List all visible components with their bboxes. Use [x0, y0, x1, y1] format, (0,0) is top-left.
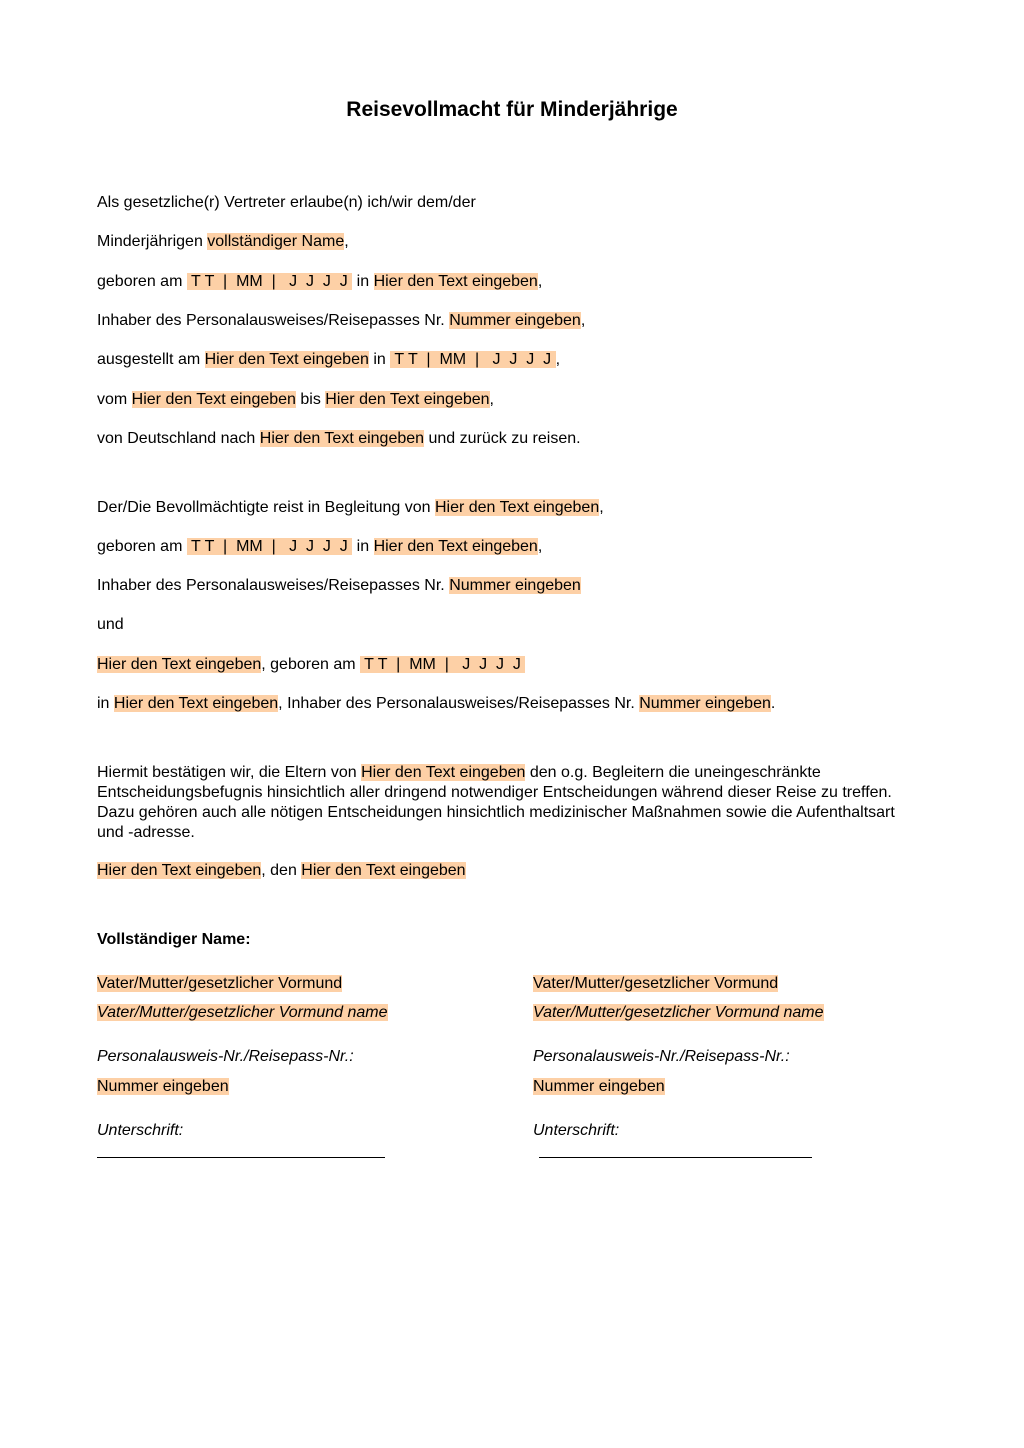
period-line: [97, 390, 494, 410]
label-text: Der/Die Bevollmächtigte reist in Begleitung von: [97, 499, 435, 516]
document-title: Reisevollmacht für Minderjährige: [346, 98, 678, 121]
label-text: Minderjährigen: [97, 233, 208, 250]
date-field[interactable]: Hier den Text eingeben: [301, 862, 466, 879]
label-text: geboren am: [97, 538, 187, 555]
right-signature-line[interactable]: [539, 1157, 812, 1158]
label-text: , Inhaber des Personalausweises/Reisepasses Nr.: [278, 695, 640, 712]
place-date-line: [97, 861, 466, 881]
label-text: Inhaber des Personalausweises/Reisepasses Nr.: [97, 312, 450, 329]
right-id-line: [533, 1077, 665, 1097]
companion-passport-number-field[interactable]: Nummer eingeben: [449, 577, 581, 594]
punct: ,: [537, 273, 543, 290]
right-role-name-field[interactable]: Vater/Mutter/gesetzlicher Vormund name: [533, 1004, 824, 1021]
left-id-line: [97, 1077, 229, 1097]
minor-birthdate-field[interactable]: T T | MM | J J J J: [186, 273, 353, 290]
place-field[interactable]: Hier den Text eingeben: [97, 862, 262, 879]
punct: ,: [555, 351, 561, 368]
destination-line: [97, 429, 581, 449]
right-id-label: Personalausweis-Nr./Reisepass-Nr.:: [533, 1048, 790, 1065]
minor-birthplace-field[interactable]: Hier den Text eingeben: [373, 273, 538, 290]
left-id-label: Personalausweis-Nr./Reisepass-Nr.:: [97, 1048, 354, 1065]
minor-birth-line: [97, 272, 542, 292]
and-line: [97, 615, 124, 635]
label-text: und zurück zu reisen.: [424, 430, 581, 447]
punct: ,: [599, 499, 604, 516]
issued-line: [97, 350, 560, 370]
travel-from-field[interactable]: Hier den Text eingeben: [131, 391, 296, 408]
left-id-number-field[interactable]: Nummer eingeben: [97, 1078, 229, 1095]
label-text: vom: [97, 391, 132, 408]
companion-birthdate-field[interactable]: T T | MM | J J J J: [186, 538, 353, 555]
label-text: in: [352, 538, 374, 555]
label-text: in: [368, 351, 391, 368]
label-text: von Deutschland nach: [97, 430, 260, 447]
signature-heading: Vollständiger Name:: [97, 931, 251, 948]
right-signature-label: Unterschrift:: [533, 1122, 620, 1139]
destination-field[interactable]: Hier den Text eingeben: [259, 430, 425, 447]
companion-birthplace-field[interactable]: Hier den Text eingeben: [373, 538, 538, 555]
label-text: Hiermit bestätigen wir, die Eltern von: [97, 764, 362, 781]
label-text: , den: [261, 862, 302, 879]
punct: ,: [537, 538, 543, 555]
left-signature-label: Unterschrift:: [97, 1122, 184, 1139]
left-signature-line[interactable]: [97, 1157, 385, 1158]
right-id-number-field[interactable]: Nummer eingeben: [533, 1078, 665, 1095]
second-companion-name-field[interactable]: Hier den Text eingeben: [97, 656, 262, 673]
second-companion-details-line: [97, 694, 775, 714]
left-role-field[interactable]: Vater/Mutter/gesetzlicher Vormund: [97, 975, 343, 992]
label-text: in: [97, 695, 114, 712]
punct: ,: [344, 233, 349, 250]
intro-text: Als gesetzliche(r) Vertreter erlaube(n) ich/wir dem/der: [97, 194, 476, 211]
label-text: ausgestellt am: [97, 351, 205, 368]
companion-name-field[interactable]: Hier den Text eingeben: [434, 499, 600, 516]
second-companion-line: [97, 655, 525, 675]
issued-date-field[interactable]: T T | MM | J J J J: [390, 351, 556, 368]
travel-to-field[interactable]: Hier den Text eingeben: [325, 391, 490, 408]
companion-line: [97, 498, 604, 518]
punct: ,: [489, 391, 494, 408]
intro-line: [97, 193, 476, 213]
left-role-name-line: [97, 1003, 388, 1023]
minor-passport-line: [97, 311, 585, 331]
label-text: , geboren am: [261, 656, 360, 673]
confirmation-paragraph: [97, 763, 917, 843]
punct: .: [770, 695, 776, 712]
minor-name-field[interactable]: vollständiger Name: [207, 233, 345, 250]
companion-passport-line: [97, 576, 581, 596]
second-companion-birthplace-field[interactable]: Hier den Text eingeben: [113, 695, 279, 712]
minor-passport-number-field[interactable]: Nummer eingeben: [449, 312, 581, 329]
child-name-field[interactable]: Hier den Text eingeben: [361, 764, 526, 781]
minor-name-line: [97, 232, 349, 252]
label-text: bis: [295, 391, 326, 408]
label-text: in: [352, 273, 374, 290]
right-role-line: [533, 974, 778, 994]
label-text: geboren am: [97, 273, 187, 290]
second-companion-passport-number-field[interactable]: Nummer eingeben: [639, 695, 771, 712]
label-text: Inhaber des Personalausweises/Reisepasses Nr.: [97, 577, 450, 594]
left-role-line: [97, 974, 342, 994]
right-role-name-line: [533, 1003, 824, 1023]
right-role-field[interactable]: Vater/Mutter/gesetzlicher Vormund: [533, 975, 779, 992]
companion-birth-line: [97, 537, 542, 557]
left-role-name-field[interactable]: Vater/Mutter/gesetzlicher Vormund name: [97, 1004, 388, 1021]
second-companion-birthdate-field[interactable]: T T | MM | J J J J: [360, 656, 526, 673]
confirmation-text: den o.g. Begleitern die uneingeschränkte Entscheidungsbefugnis hinsichtlich aller dringend notwendiger Entscheidungen während dieser Reise zu treffen. Dazu gehören auch alle nötigen Entscheidungen hinsichtlich medizinischer Maßnahmen sowie die Aufenthaltsart und -adresse.: [97, 764, 895, 841]
issued-by-field[interactable]: Hier den Text eingeben: [204, 351, 369, 368]
label-text: und: [97, 616, 124, 633]
punct: ,: [580, 312, 586, 329]
